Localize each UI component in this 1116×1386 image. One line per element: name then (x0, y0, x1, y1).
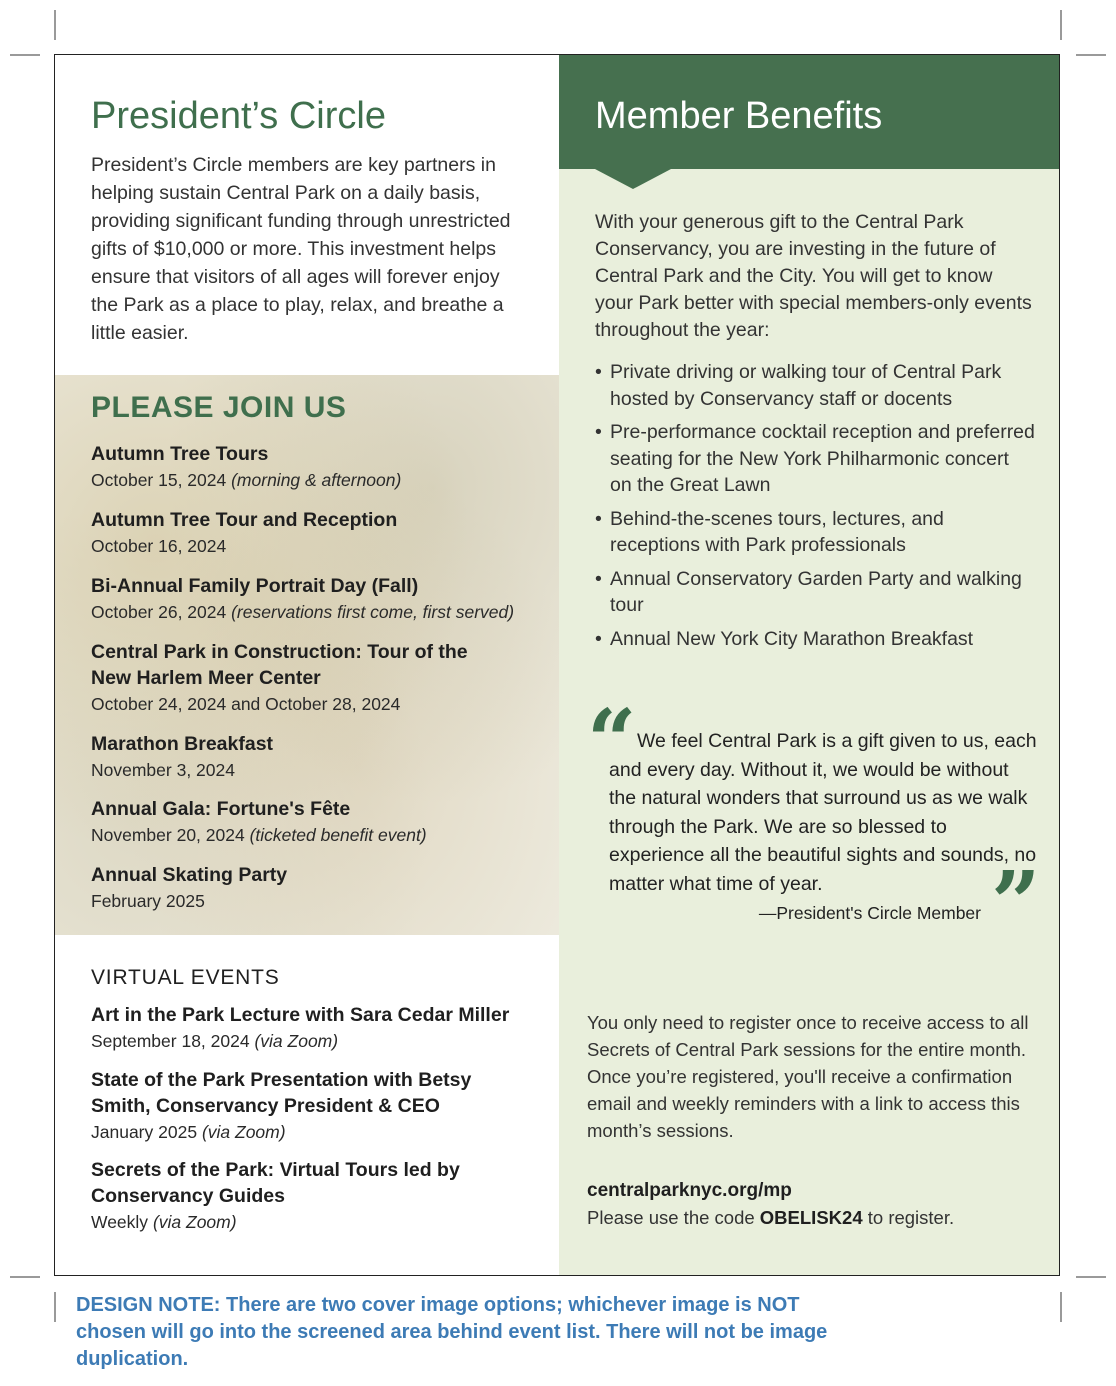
promo-code-line: Please use the code OBELISK24 to register. (587, 1207, 955, 1228)
event-date: October 24, 2024 and October 28, 2024 (91, 694, 401, 714)
event-name: Central Park in Construction: Tour of the New Harlem Meer Center (91, 641, 468, 689)
crop-mark (1060, 1292, 1062, 1322)
bullet-icon: • (595, 507, 602, 530)
benefit-item: • Annual Conservatory Garden Party and walking tour (595, 567, 1022, 616)
event-name: Annual Skating Party (91, 864, 288, 886)
crop-mark (10, 54, 40, 56)
crop-mark (10, 1276, 40, 1278)
event-item (91, 862, 551, 914)
crop-mark (1076, 54, 1106, 56)
presidents-circle-title: President’s Circle (91, 95, 386, 137)
crop-mark (54, 10, 56, 40)
event-item (91, 639, 471, 717)
header-pointer (595, 169, 671, 189)
bullet-icon: • (595, 627, 602, 650)
event-date: October 15, 2024 (morning & afternoon) (91, 470, 402, 490)
please-join-us-heading: PLEASE JOIN US (91, 391, 347, 424)
right-column (559, 55, 1060, 1275)
event-item (91, 796, 551, 848)
crop-mark (1076, 1276, 1106, 1278)
crop-mark (54, 1292, 56, 1322)
virtual-events-heading: VIRTUAL EVENTS (91, 966, 280, 989)
event-name: State of the Park Presentation with Betsy Smith, Conservancy President & CEO (91, 1069, 472, 1117)
virtual-event-item (91, 1067, 491, 1145)
quote-attribution: —President's Circle Member (758, 903, 981, 923)
event-name: Bi-Annual Family Portrait Day (Fall) (91, 575, 419, 597)
left-column (55, 55, 559, 1275)
benefits-list (595, 359, 1035, 659)
benefit-item: • Pre-performance cocktail reception and preferred seating for the New York Philharmonic concert on the Great Lawn (595, 421, 1035, 496)
event-item (91, 507, 551, 559)
event-date: October 16, 2024 (91, 536, 227, 556)
event-name: Autumn Tree Tour and Reception (91, 509, 398, 531)
event-date: Weekly (via Zoom) (91, 1212, 237, 1232)
event-name: Secrets of the Park: Virtual Tours led by Conservancy Guides (91, 1159, 460, 1207)
member-benefits-intro: With your generous gift to the Central Park Conservancy, you are investing in the future of Central Park and the City. You will get to know your Park better with special members-only events throughout the year: (595, 211, 1032, 341)
event-date: January 2025 (via Zoom) (91, 1122, 286, 1142)
design-note: DESIGN NOTE: There are two cover image options; whichever image is NOT chosen will go into the screened area behind event list. There will not be image duplication. (76, 1294, 828, 1370)
registration-info: You only need to register once to receive access to all Secrets of Central Park sessions for the entire month. Once you’re registered, you'll receive a confirmation email and weekly reminders with a link to access this month’s sessions. (587, 1012, 1029, 1141)
member-benefits-title: Member Benefits (595, 95, 883, 137)
event-name: Art in the Park Lecture with Sara Cedar Miller (91, 1004, 510, 1026)
event-name: Autumn Tree Tours (91, 443, 269, 465)
virtual-event-item (91, 1002, 551, 1054)
close-quote-icon: ” (991, 853, 1041, 954)
presidents-circle-body: President’s Circle members are key partners in helping sustain Central Park on a daily basis, providing significant funding through unrestricted gifts of $10,000 or more. This investment helps ensure that visitors of all ages will forever enjoy the Park as a place to play, relax, and breathe a little easier. (91, 154, 511, 344)
member-quote: We feel Central Park is a gift given to us, each and every day. Without it, we would be without the natural wonders that surround us as we walk through the Park. We are so blessed to experience all the beautiful sights and sounds, no matter what time of year. (609, 730, 1037, 895)
event-item (91, 731, 551, 783)
event-date: February 2025 (91, 891, 205, 911)
benefit-item: • Private driving or walking tour of Central Park hosted by Conservancy staff or docents (595, 361, 1002, 410)
promo-code: OBELISK24 (759, 1207, 863, 1228)
event-name: Marathon Breakfast (91, 733, 274, 755)
registration-link[interactable]: centralparknyc.org/mp (587, 1180, 792, 1201)
crop-mark (1060, 10, 1062, 40)
event-date: September 18, 2024 (via Zoom) (91, 1031, 339, 1051)
open-quote-icon: “ (587, 691, 637, 792)
event-date: November 20, 2024 (ticketed benefit event) (91, 825, 427, 845)
brochure-panel (54, 54, 1060, 1276)
event-item (91, 573, 551, 625)
event-item (91, 441, 551, 493)
event-date: November 3, 2024 (91, 760, 235, 780)
member-benefits-header (559, 55, 1060, 169)
bullet-icon: • (595, 361, 602, 383)
bullet-icon: • (595, 567, 602, 590)
benefit-item: • Annual New York City Marathon Breakfast (595, 626, 1035, 653)
event-date: October 26, 2024 (reservations first come, first served) (91, 602, 515, 622)
bullet-icon: • (595, 421, 602, 443)
virtual-event-item (91, 1157, 491, 1235)
benefit-item: • Behind-the-scenes tours, lectures, and receptions with Park professionals (595, 507, 944, 556)
event-name: Annual Gala: Fortune's Fête (91, 798, 351, 820)
